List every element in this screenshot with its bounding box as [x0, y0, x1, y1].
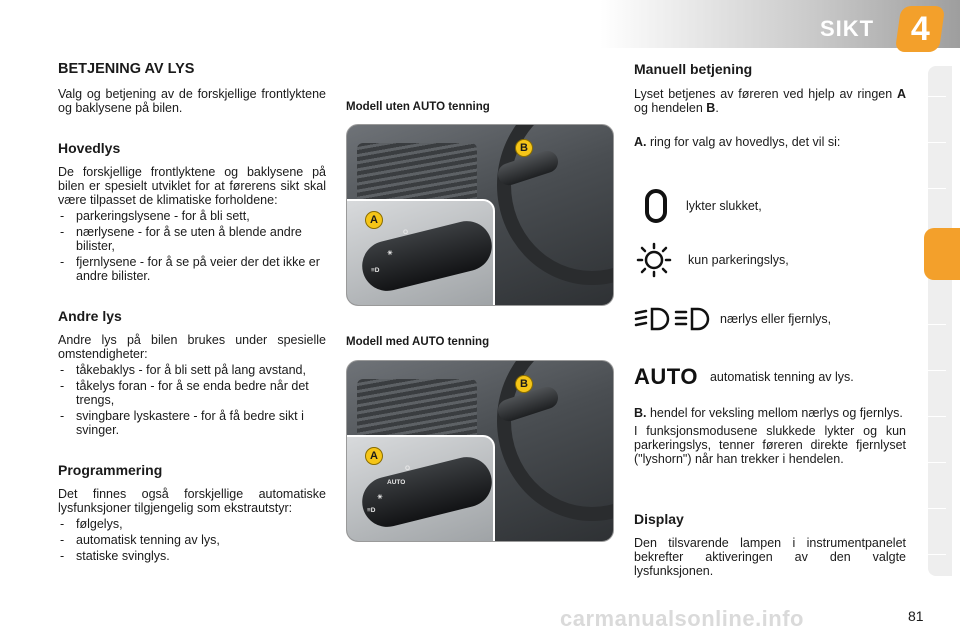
list-item: - nærlysene - for å se uten å blende andre bilister,	[58, 225, 326, 253]
lever-b-text: hendel for veksling mellom nærlys og fjernlys.	[646, 406, 903, 420]
stalk-symbol-beam: ≡D	[367, 507, 376, 514]
function-note: I funksjonsmodusene slukkede lykter og kun parkeringslys, tenner føreren direkte fjernlyset ("lyshorn") når han trekker i hendelen.	[634, 424, 906, 466]
icon-label-beams: nærlys eller fjernlys,	[720, 312, 832, 326]
hovedlys-list	[58, 209, 326, 283]
list-item: - tåkebaklys - for å bli sett på lang avstand,	[58, 363, 326, 377]
stalk-closeup	[346, 435, 495, 542]
photo-stalk-with-auto	[346, 360, 614, 542]
label-b: B	[515, 139, 533, 157]
subsection-title-hovedlys: Hovedlys	[58, 140, 121, 156]
label-a: A	[365, 211, 383, 229]
icon-row-beams	[634, 304, 831, 334]
icon-label-off: lykter slukket,	[686, 199, 762, 213]
display-heading: Display	[634, 511, 684, 527]
programmering-body: Det finnes også forskjellige automatiske lysfunksjoner tilgjengelig som ekstrautstyr:	[58, 487, 326, 515]
rail-divider	[928, 142, 946, 143]
rail-divider	[928, 188, 946, 189]
list-item: - svingbare lyskastere - for å få bedre sikt i svinger.	[58, 409, 326, 437]
chapter-number: 4	[910, 9, 930, 48]
lever-b-description	[634, 406, 906, 420]
caption-without-auto: Modell uten AUTO tenning	[346, 101, 490, 113]
rail-divider	[928, 370, 946, 371]
chapter-tab-active[interactable]	[924, 228, 960, 280]
stalk-symbol-beam: ≡D	[371, 267, 380, 274]
ring-a-text: ring for valg av hovedlys, det vil si:	[646, 135, 841, 149]
parking-light-icon	[634, 242, 674, 278]
lever-b-label: B.	[634, 406, 647, 420]
list-item: - fjernlysene - for å se på veier der det ikke er andre bilister.	[58, 255, 326, 283]
list-item: - følgelys,	[58, 517, 326, 531]
intro-text: .	[715, 101, 719, 115]
right-column-lower	[634, 406, 906, 578]
ring-a-description	[634, 135, 906, 149]
list-item: - parkeringslysene - for å bli sett,	[58, 209, 326, 223]
label-a: A	[365, 447, 383, 465]
page-number: 81	[908, 608, 924, 624]
subsection-title-andre-lys: Andre lys	[58, 308, 122, 324]
display-body: Den tilsvarende lampen i instrumentpanelet bekrefter aktiveringen av den valgte lysfunksjonen.	[634, 536, 906, 578]
section-heading: BETJENING AV LYS	[58, 61, 195, 77]
auto-icon: AUTO	[634, 364, 698, 389]
caption-with-auto: Modell med AUTO tenning	[346, 336, 490, 348]
chapter-title: SIKT	[820, 16, 875, 41]
chapter-badge	[895, 6, 945, 52]
label-b: B	[515, 375, 533, 393]
intro-paragraph: Valg og betjening av de forskjellige frontlyktene og baklysene på bilen.	[58, 87, 326, 115]
stalk-symbol-parking: ☀	[377, 494, 383, 501]
rail-divider	[928, 416, 946, 417]
hovedlys-body: De forskjellige frontlyktene og baklysene på bilen er spesielt utviklet for at førerens sikt skal være tilpasset de klimatiske forholdene:	[58, 165, 326, 207]
programmering-list	[58, 517, 326, 563]
intro-lever-b: B	[706, 101, 716, 115]
rail-divider	[928, 96, 946, 97]
stalk-symbol-auto: AUTO	[387, 479, 406, 486]
intro-text: Lyset betjenes av føreren ved hjelp av ringen	[634, 87, 897, 101]
subsection-title-programmering: Programmering	[58, 462, 163, 478]
lamp-off-icon	[642, 188, 670, 224]
rail-divider	[928, 324, 946, 325]
low-high-beam-icon	[634, 304, 714, 334]
stalk-symbol-off: O	[403, 229, 409, 236]
manual-control-intro	[634, 87, 906, 115]
intro-text: og hendelen	[634, 101, 707, 115]
stalk-symbol-off: O	[405, 465, 411, 472]
andre-lys-list	[58, 363, 326, 437]
rail-divider	[928, 554, 946, 555]
rail-divider	[928, 508, 946, 509]
manual-control-heading: Manuell betjening	[634, 61, 753, 77]
intro-ring-a: A	[896, 87, 906, 101]
icon-row-auto	[634, 364, 854, 390]
photo-stalk-without-auto	[346, 124, 614, 306]
rail-divider	[928, 462, 946, 463]
andre-lys-body: Andre lys på bilen brukes under spesielle omstendigheter:	[58, 333, 326, 361]
left-column	[58, 62, 326, 563]
icon-label-parking: kun parkeringslys,	[688, 253, 789, 267]
list-item: - tåkelys foran - for å se enda bedre når det trengs,	[58, 379, 326, 407]
ring-a-label: A.	[634, 135, 647, 149]
list-item: - statiske svinglys.	[58, 549, 326, 563]
watermark: carmanualsonline.info	[560, 606, 804, 631]
icon-row-parking	[634, 242, 789, 278]
stalk-closeup	[346, 199, 495, 306]
dashboard-vent	[357, 143, 477, 203]
icon-label-auto: automatisk tenning av lys.	[709, 370, 854, 384]
icon-row-off	[642, 188, 762, 224]
list-item: - automatisk tenning av lys,	[58, 533, 326, 547]
dashboard-vent	[357, 379, 477, 439]
right-column	[634, 62, 906, 149]
stalk-symbol-parking: ☀	[387, 250, 393, 257]
